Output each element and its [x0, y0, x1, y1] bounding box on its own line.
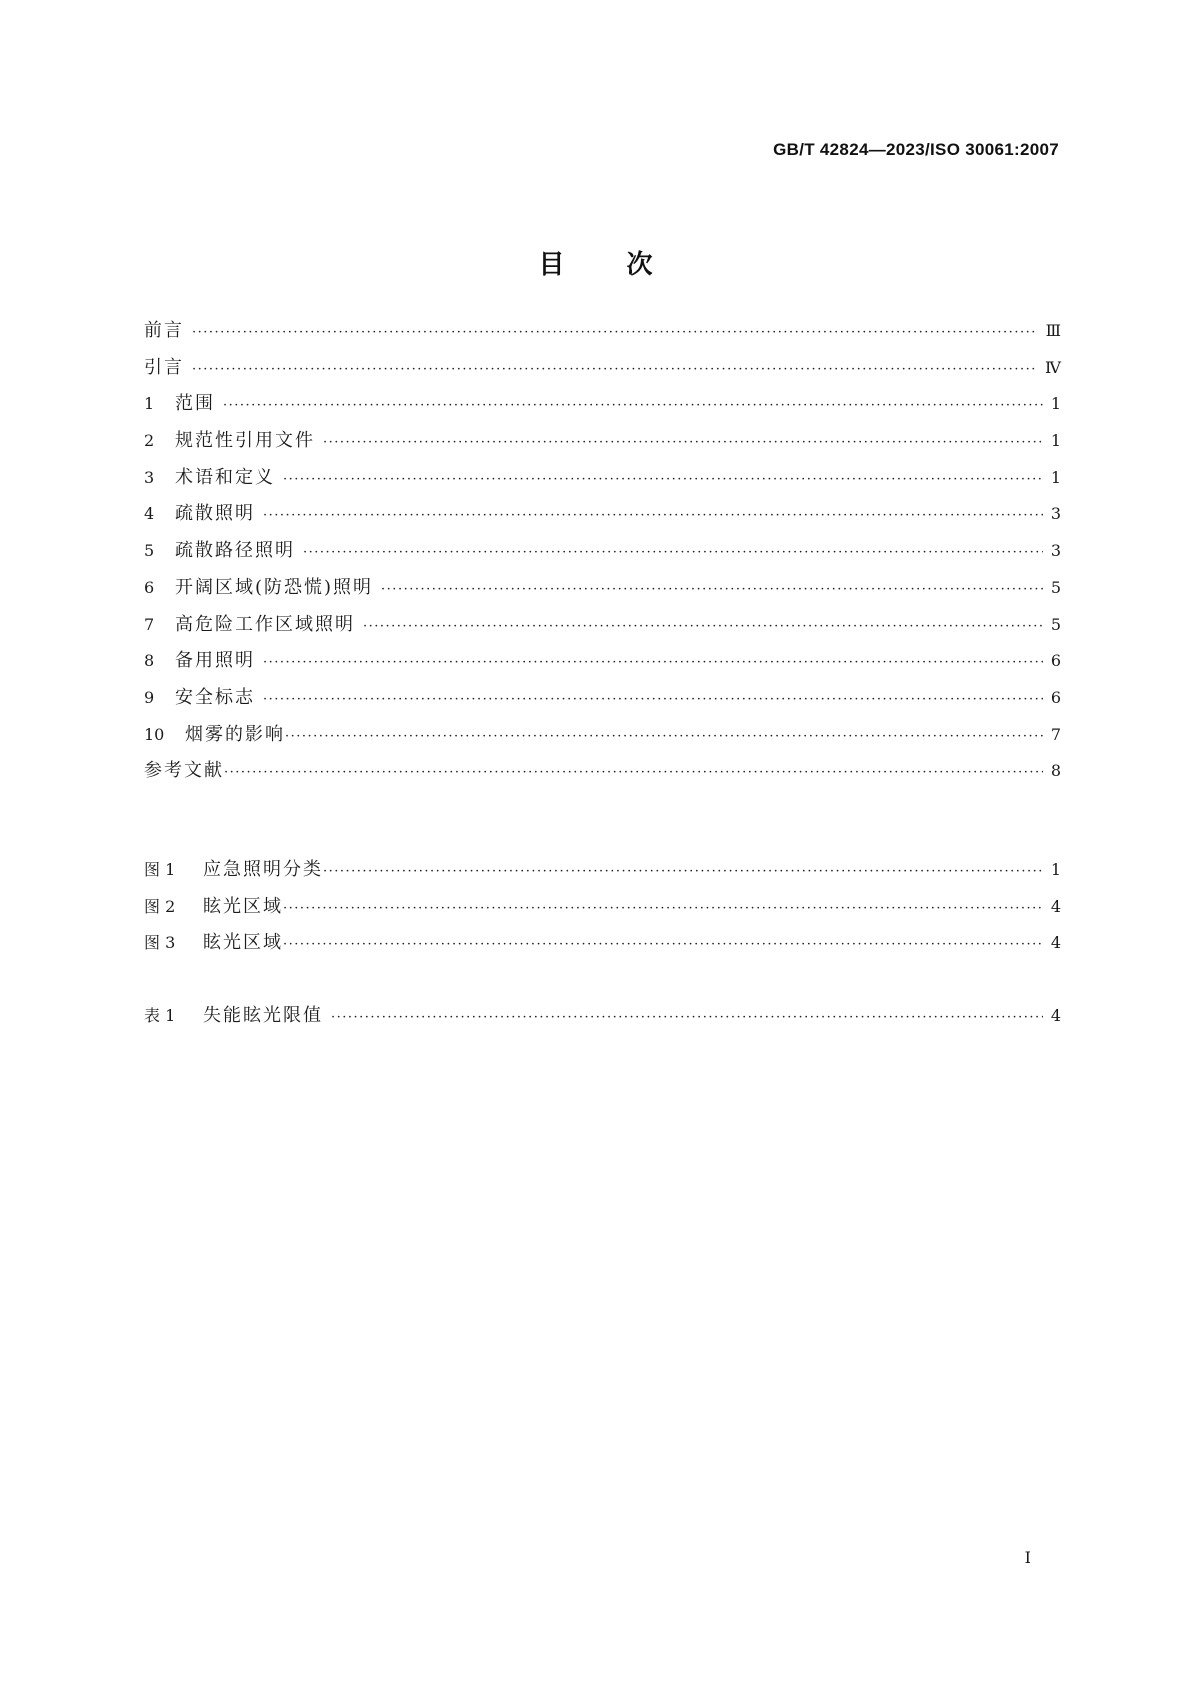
toc-entry-effect-of-smoke[interactable]	[144, 717, 1061, 754]
toc-leader-dots	[285, 719, 1043, 756]
toc-entry-page: Ⅳ	[1045, 357, 1061, 377]
toc-entry-page: 1	[1050, 394, 1061, 414]
toc-entry-label: 高危险工作区域照明	[175, 613, 355, 635]
toc-leader-dots	[331, 1000, 1043, 1037]
toc-figure-entry[interactable]	[144, 925, 1061, 962]
toc-entry-label: 参考文献	[144, 760, 224, 782]
toc-entry-page: 8	[1050, 761, 1061, 781]
toc-entry-label: 前言	[144, 320, 184, 341]
toc-entry-label: 疏散照明	[175, 503, 255, 525]
toc-entry-label: 备用照明	[175, 650, 255, 672]
toc-entry-page: 6	[1050, 651, 1061, 671]
toc-leader-dots	[323, 854, 1043, 891]
toc-table-number: 表 1	[144, 1006, 176, 1025]
toc-entry-safety-signs[interactable]	[144, 680, 1061, 717]
toc-entry-number: 8	[144, 651, 155, 671]
toc-entry-number: 6	[144, 577, 155, 597]
toc-entry-number: 7	[144, 614, 155, 634]
toc-entry-page: 3	[1050, 541, 1061, 561]
toc-entry-label: 规范性引用文件	[175, 430, 315, 452]
toc-leader-dots	[192, 352, 1037, 389]
toc-entry-label: 术语和定义	[175, 466, 275, 488]
toc-entry-number: 2	[144, 431, 155, 451]
toc-entry-label: 安全标志	[175, 686, 255, 708]
toc-figure-page: 1	[1050, 860, 1061, 879]
toc-leader-dots	[363, 609, 1043, 646]
toc-entry-page: 7	[1050, 724, 1061, 744]
toc-figure-label: 眩光区域	[203, 932, 283, 954]
toc-entry-page: 3	[1050, 504, 1061, 524]
toc-entry-high-risk-task-lighting[interactable]	[144, 607, 1061, 644]
toc-figure-entry[interactable]	[144, 889, 1061, 926]
toc-leader-dots	[192, 315, 1038, 352]
toc-figure-label: 应急照明分类	[203, 859, 323, 880]
toc-leader-dots	[283, 927, 1043, 964]
toc-table-entry[interactable]	[144, 998, 1061, 1035]
page-title: 目次	[538, 250, 715, 280]
toc-leader-dots	[283, 891, 1043, 928]
toc-entry-number: 1	[144, 394, 155, 414]
toc-entry-label: 烟雾的影响	[185, 723, 285, 745]
toc-leader-dots	[263, 498, 1043, 535]
toc-entry-open-area-lighting[interactable]	[144, 570, 1061, 607]
toc-figure-label: 眩光区域	[203, 895, 283, 917]
toc-tables	[144, 998, 1061, 1035]
standard-number-header: GB/T 42824—2023/ISO 30061:2007	[773, 140, 1059, 159]
toc-leader-dots	[303, 535, 1043, 572]
toc-entry-label: 开阔区域(防恐慌)照明	[175, 576, 374, 598]
toc-leader-dots	[223, 388, 1043, 425]
toc-entry-page: Ⅲ	[1045, 321, 1061, 340]
toc-entry-page: 6	[1050, 687, 1061, 707]
toc-figure-page: 4	[1050, 896, 1061, 916]
toc-entry-number: 9	[144, 687, 155, 707]
toc-entry-page: 5	[1050, 577, 1061, 597]
toc-entry-scope[interactable]	[144, 386, 1061, 423]
toc-figures	[144, 852, 1061, 962]
toc-entry-label: 疏散路径照明	[175, 540, 295, 562]
toc-entry-terms-definitions[interactable]	[144, 460, 1061, 497]
toc-leader-dots	[381, 572, 1043, 609]
toc-figure-number: 图 1	[144, 860, 176, 879]
toc-entry-foreword[interactable]	[144, 313, 1061, 350]
toc-leader-dots	[263, 682, 1043, 719]
toc-entry-escape-lighting[interactable]	[144, 496, 1061, 533]
toc-entry-page: 5	[1050, 614, 1061, 634]
toc-leader-dots	[224, 755, 1043, 792]
toc-entry-label: 范围	[175, 393, 215, 415]
toc-entry-label: 引言	[144, 356, 184, 378]
toc-figure-number: 图 3	[144, 933, 176, 953]
toc-leader-dots	[323, 425, 1043, 462]
toc-entry-number: 5	[144, 541, 155, 561]
toc-entry-introduction[interactable]	[144, 350, 1061, 387]
page-number: Ⅰ	[1024, 1548, 1031, 1567]
toc-figure-page: 4	[1050, 933, 1061, 953]
toc-sections	[144, 313, 1061, 790]
toc-figure-number: 图 2	[144, 896, 176, 916]
toc-entry-number: 4	[144, 504, 155, 524]
toc-entry-bibliography[interactable]	[144, 753, 1061, 790]
toc-leader-dots	[263, 645, 1043, 682]
toc-leader-dots	[283, 462, 1043, 499]
toc-entry-normative-references[interactable]	[144, 423, 1061, 460]
toc-entry-page: 1	[1050, 431, 1061, 451]
toc-entry-page: 1	[1050, 467, 1061, 487]
toc-table-label: 失能眩光限值	[203, 1005, 323, 1026]
toc-table-page: 4	[1050, 1006, 1061, 1025]
toc-entry-escape-route-lighting[interactable]	[144, 533, 1061, 570]
toc-figure-entry[interactable]	[144, 852, 1061, 889]
toc-entry-standby-lighting[interactable]	[144, 643, 1061, 680]
toc-entry-number: 10	[144, 724, 165, 744]
toc-entry-number: 3	[144, 467, 155, 487]
